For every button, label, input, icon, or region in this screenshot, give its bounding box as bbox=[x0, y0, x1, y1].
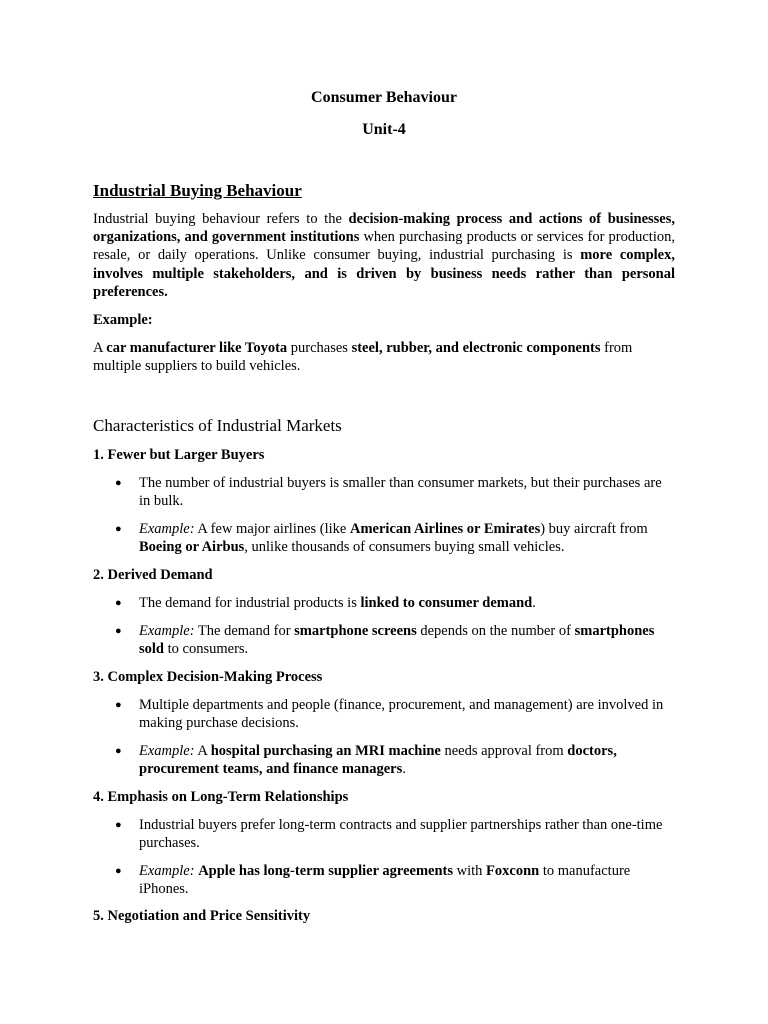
bullet-icon: ● bbox=[115, 745, 122, 757]
bullet-icon: ● bbox=[115, 865, 122, 877]
section-heading-industrial-buying: Industrial Buying Behaviour bbox=[93, 181, 302, 200]
bullet-bold: Apple has long-term supplier agreements bbox=[198, 863, 454, 879]
bullet-span: needs approval from bbox=[440, 743, 568, 759]
bullet-bold: American Airlines or Emirates bbox=[350, 521, 541, 537]
bullet-span: The demand for bbox=[194, 623, 295, 639]
intro-text-1: Industrial buying behaviour refers to the bbox=[93, 211, 349, 227]
example-italic: Example: bbox=[139, 623, 195, 639]
list-item bbox=[115, 816, 675, 852]
list-item bbox=[115, 862, 675, 898]
bullet-span: to manufacture iPhones. bbox=[139, 863, 631, 898]
bullet-text bbox=[139, 862, 675, 898]
bullet-span: depends on the number of bbox=[416, 623, 575, 639]
bullet-span: to consumers. bbox=[164, 641, 249, 658]
item-heading-5: 5. Negotiation and Price Sensitivity bbox=[93, 908, 311, 924]
section-heading-characteristics: Characteristics of Industrial Markets bbox=[93, 416, 342, 435]
bullet-span: A bbox=[194, 743, 211, 759]
list-item bbox=[115, 696, 675, 732]
bullet-span: The demand for industrial products is bbox=[139, 595, 361, 611]
bullet-text bbox=[139, 594, 675, 612]
bullet-span: . bbox=[402, 761, 406, 778]
bullet-span: A few major airlines (like bbox=[194, 521, 350, 537]
list-item bbox=[115, 474, 675, 510]
bullet-icon: ● bbox=[115, 523, 122, 535]
item-heading-3: 3. Complex Decision-Making Process bbox=[93, 669, 323, 685]
bullet-bold: Foxconn bbox=[486, 863, 540, 879]
example-text-3: from multiple suppliers to build vehicles. bbox=[93, 340, 633, 375]
example-bold-2: steel, rubber, and electronic components bbox=[351, 340, 601, 356]
bullet-text: Industrial buyers prefer long-term contracts and supplier partnerships rather than one-time purchases. bbox=[139, 817, 663, 852]
list-item bbox=[115, 520, 675, 556]
item-heading-1: 1. Fewer but Larger Buyers bbox=[93, 447, 265, 463]
example-label: Example: bbox=[93, 312, 153, 328]
bullet-span: ) buy aircraft from bbox=[540, 521, 648, 537]
intro-text-2: when purchasing products or services for production, resale, or daily operations. Unlike consumer buying, industrial purchasing is bbox=[93, 229, 675, 264]
item-heading-2: 2. Derived Demand bbox=[93, 567, 213, 583]
unit-label: Unit-4 bbox=[362, 121, 406, 138]
bullet-text bbox=[139, 622, 675, 658]
bullet-icon: ● bbox=[115, 625, 122, 637]
example-italic: Example: bbox=[139, 743, 195, 759]
item-heading-4: 4. Emphasis on Long-Term Relationships bbox=[93, 789, 349, 805]
document-title: Consumer Behaviour bbox=[311, 89, 457, 106]
bullet-bold: Boeing or Airbus bbox=[139, 539, 245, 556]
bullet-text: The number of industrial buyers is smaller than consumer markets, but their purchases are in bulk. bbox=[139, 475, 662, 510]
example-text-1: A bbox=[93, 340, 107, 356]
list-item bbox=[115, 594, 675, 612]
example-italic: Example: bbox=[139, 863, 195, 879]
bullet-icon: ● bbox=[115, 597, 122, 609]
bullet-text bbox=[139, 742, 675, 778]
bullet-span: . bbox=[532, 595, 536, 611]
intro-paragraph bbox=[93, 210, 675, 301]
intro-bold-2: more complex, involves multiple stakeholders, and is driven by business needs rather than personal preferences. bbox=[93, 247, 675, 300]
bullet-text bbox=[139, 520, 675, 556]
bullet-icon: ● bbox=[115, 819, 122, 831]
bullet-bold: smartphone screens bbox=[294, 623, 417, 639]
intro-bold-1: decision-making process and actions of businesses, organizations, and government institutions bbox=[93, 211, 675, 246]
example-italic: Example: bbox=[139, 521, 195, 537]
bullet-span: , unlike thousands of consumers buying small vehicles. bbox=[244, 539, 565, 556]
bullet-icon: ● bbox=[115, 699, 122, 711]
bullet-bold: hospital purchasing an MRI machine bbox=[210, 743, 441, 759]
bullet-icon: ● bbox=[115, 477, 122, 489]
example-bold-1: car manufacturer like Toyota bbox=[106, 340, 288, 356]
list-item bbox=[115, 742, 675, 778]
example-paragraph bbox=[93, 339, 675, 375]
bullet-bold: smartphones sold bbox=[139, 623, 655, 658]
bullet-text: Multiple departments and people (finance, procurement, and management) are involved in making purchase decisions. bbox=[139, 697, 664, 732]
bullet-bold: doctors, procurement teams, and finance managers bbox=[139, 743, 617, 778]
example-text-2: purchases bbox=[287, 340, 352, 356]
bullet-bold: linked to consumer demand bbox=[360, 595, 533, 611]
bullet-span: with bbox=[453, 863, 487, 879]
list-item bbox=[115, 622, 675, 658]
